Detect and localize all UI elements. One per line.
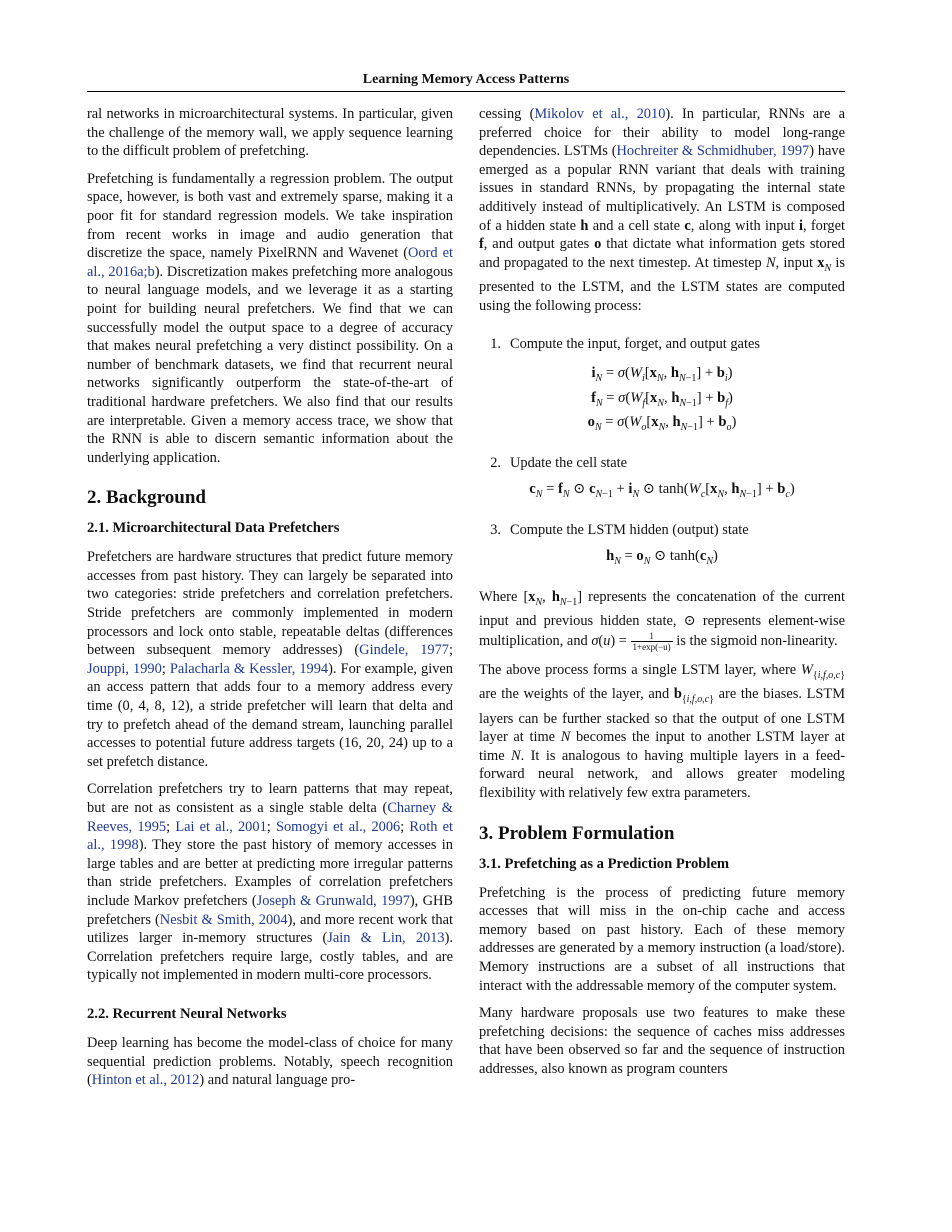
citation-charney[interactable]: Charney & Reeves, 1995 [87,800,453,835]
list-item-step-1: 1. Compute the input, forget, and output gates $i_N = \sigma(W_i[x_N$, $h_{N-1}] + b_i$) $f_N = \sigma(W_f[x_N$, $h_{N-1}] + b_f$) $o_N = \sigma(W_o[x_N$, $h_{N-1}] + b_o$) [479,335,845,437]
paragraph-correlation-prefetchers: Correlation prefetchers try to learn patterns that may repeat, but are not as consistent as a single stable delta (Charney & Reeves, 1995; Lai et al., 2001; Somogyi et al., 2006; Roth et al., 1998). They store the past history of memory accesses in large tables and are better at predicting more irregular patterns than stride prefetchers. Examples of correlation prefetchers include Markov prefetchers (Joseph & Grunwald, 1997), GHB prefetchers (Nesbit & Smith, 2004), and more recent work that utilizes larger in-memory structures (Jain & Lin, 2013). Correlation prefetchers require large, costly tables, and are typically not implemented in modern multi-core processors. [87,781,454,984]
paragraph-notation: Where [$x_N$, $h_{N-1}$] represents the concatenation of the current input and previous hidden state, ⊙ represents element-wise multiplication, and σ(u) = $\frac{1}{1+\exp(-u)}$ is the sigmoid non-linearity. [479,588,845,652]
citation-mikolov[interactable]: Mikolov et al., 2010 [534,106,666,122]
paragraph-deep-learning: Deep learning has become the model-class of choice for many sequential prediction problems. Notably, speech recognition (Hinton et al., 2012) and natural language pro- [87,1034,453,1089]
citation-roth[interactable]: Roth et al., 1998 [87,818,453,854]
paragraph-hardware-proposals: Many hardware proposals use two features to make these prefetching decisions: the sequence of caches miss addresses that have been observed so far and the sequence of instruction addresses, also known as program counters [479,1005,845,1077]
equation-cell-state: $c_N = f_N$ ⊙ $c_{N-1} + i_N$ ⊙ $\tanh(W_c[x_N$, $h_{N-1}] + b_c$) [529,481,795,500]
left-column [87,105,453,1099]
citation-oord[interactable]: Oord et al., 2016a;b [87,245,453,280]
paragraph-prefetching-regression: Prefetching is fundamentally a regression problem. The output space, however, is both vast and extremely sparse, making it a poor fit for standard regression models. We take inspiration from recent works in image and audio generation that discretize the space, namely PixelRNN and Wavenet (Oord et al., 2016a;b). Discretization makes prefetching more analogous to neural language models, and we leverage it as a starting point for building neural prefetchers. We find that we can successfully model the output space to a degree of accuracy that makes neural prefetching a very distinct possibility. On a number of benchmark datasets, we find that recurrent neural networks significantly outperform the state-of-the-art of traditional hardware prefetchers. We also find that our results are interpretable. Given a memory access trace, we show that the RNN is able to discern semantic information about the underlying application. [87,170,453,466]
equation-gates: $i_N = \sigma(W_i[x_N$, $h_{N-1}] + b_i$) $f_N = \sigma(W_f[x_N$, $h_{N-1}] + b_f$) $o_N = \sigma(W_o[x_N$, $h_{N-1}] + b_o$) [587,365,737,433]
running-header: Learning Memory Access Patterns [87,71,845,92]
citation-hochreiter[interactable]: Hochreiter & Schmidhuber, 1997 [616,143,810,160]
paragraph-lstm-intro: cessing (Mikolov et al., 2010). In particular, RNNs are a preferred choice for their ability to model long-range dependencies. LSTMs (Hochreiter & Schmidhuber, 1997) have emerged as a popular RNN variant that deals with training issues in standard RNNs, by propagating the internal state additively instead of multiplicatively. An LSTM is composed of a hidden state h and a cell state c, along with input i, forget f, and output gates o that dictate what information gets stored and propagated to the next timestep. At timestep N, input $x_N$ is presented to the LSTM, and the LSTM states are computed using the following process: [479,106,845,314]
section-heading-problem-formulation: 3. Problem Formulation [479,822,675,844]
subsection-heading-rnn: 2.2. Recurrent Neural Networks [87,1005,287,1022]
citation-nesbit[interactable]: Nesbit & Smith, 2004 [159,911,288,928]
citation-jouppi[interactable]: Jouppi, 1990 [87,660,162,677]
list-item-step-2: 2. Update the cell state $c_N = f_N$ ⊙ $c_{N-1} + i_N$ ⊙ $\tanh(W_c[x_N$, $h_{N-1}] + b_c$) [479,454,845,505]
citation-jain[interactable]: Jain & Lin, 2013 [327,930,445,947]
paragraph-prefetching-definition: Prefetching is the process of predicting future memory accesses that will miss in the on-chip cache and access memory based on past history. Each of these memory addresses are generated by a memory instruction (a load/store). Memory instructions are a subset of all instructions that interact with the addressable memory of the computer system. [479,884,845,994]
subsection-heading-prefetchers: 2.1. Microarchitectural Data Prefetchers [87,520,340,537]
paragraph-stride-prefetchers: Prefetchers are hardware structures that predict future memory accesses from past history. They can largely be separated into two categories: stride prefetchers and correlation prefetchers. Stride prefetchers are commonly implemented in modern processors and lock onto stable, repeatable deltas (differences between subsequent memory addresses) (Gindele, 1977; Jouppi, 1990; Palacharla & Kessler, 1994). For example, given an access pattern that adds four to a memory address every time (0, 4, 8, 12), a stride prefetcher will learn that delta and try to prefetch ahead of the demand stream, launching parallel accesses to potential future address targets (16, 20, 24) up to a set prefetch distance. [87,549,453,770]
right-column [479,105,845,1088]
citation-palacharla[interactable]: Palacharla & Kessler, 1994 [169,660,329,677]
citation-hinton[interactable]: Hinton et al., 2012 [91,1072,200,1089]
subsection-heading-prediction-problem: 3.1. Prefetching as a Prediction Problem [479,855,730,872]
citation-gindele[interactable]: Gindele, 1977 [359,642,449,659]
citation-joseph[interactable]: Joseph & Grunwald, 1997 [256,892,410,909]
paragraph-lstm-layer: The above process forms a single LSTM layer, where $W_{\{i,f,o,c\}}$ are the weights of the layer, and $b_{\{i,f,o,c\}}$ are the biases. LSTM layers can be further stacked so that the output of one LSTM layer at time N becomes the input to another LSTM layer at time N. It is analogous to having multiple layers in a feed-forward neural network, and allows greater modeling flexibility with relatively few extra parameters. [479,661,845,802]
paragraph-intro-end: ral networks in microarchitectural systems. In particular, given the challenge of the memory wall, we apply sequence learning to the difficult problem of prefetching. [87,106,453,160]
citation-lai[interactable]: Lai et al., 2001 [175,818,267,835]
lstm-steps-list [479,335,845,571]
equation-hidden-state: $h_N = o_N$ ⊙ $\tanh(c_N)$ [606,548,718,568]
section-heading-background: 2. Background [87,487,206,509]
list-item-step-3: 3. Compute the LSTM hidden (output) state $h_N = o_N$ ⊙ $\tanh(c_N)$ [479,521,845,572]
citation-somogyi[interactable]: Somogyi et al., 2006 [275,818,401,835]
